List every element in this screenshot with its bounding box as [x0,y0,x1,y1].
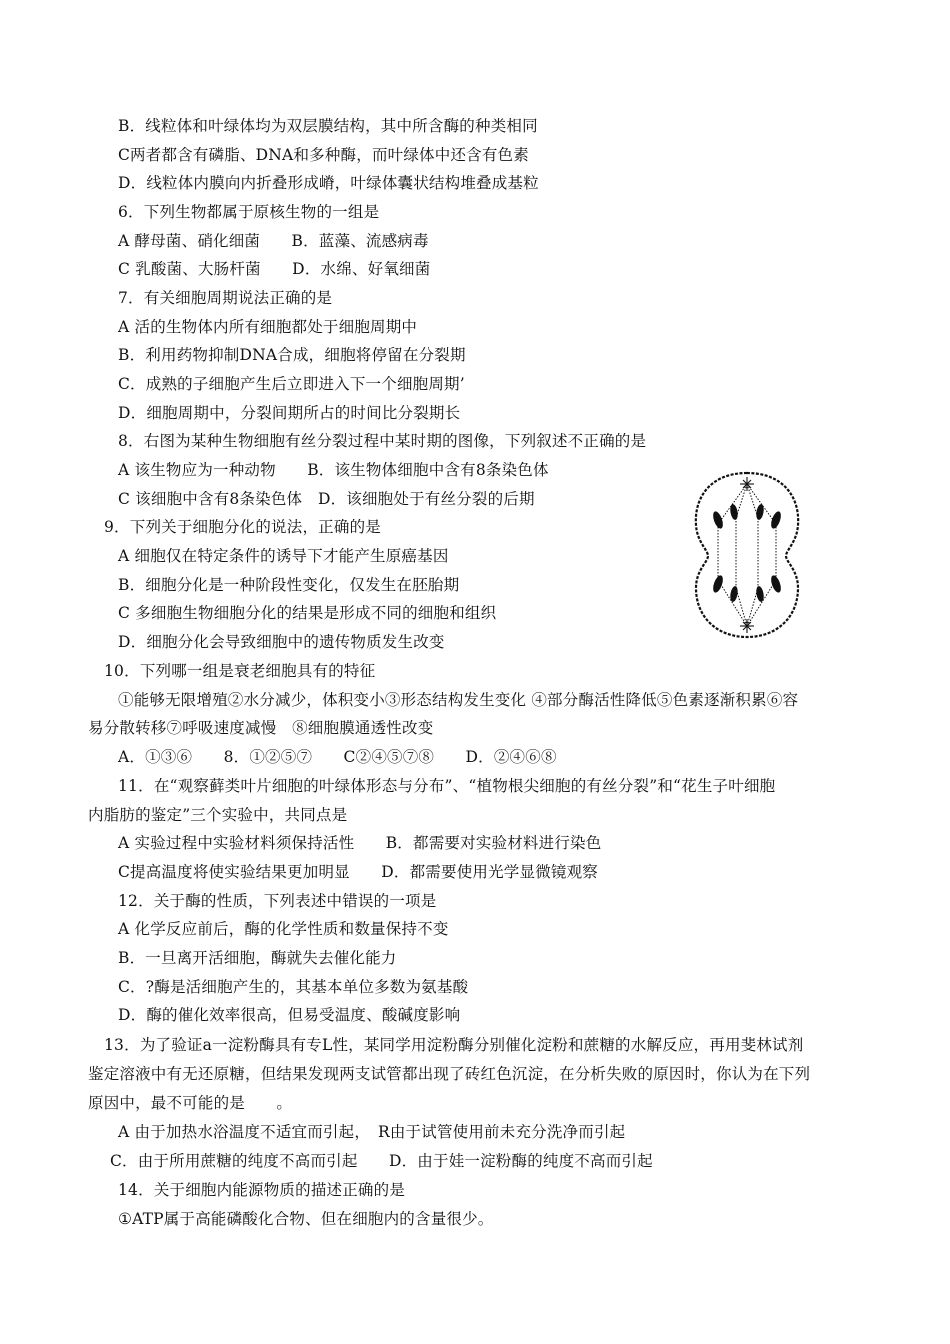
option-7c: C．成熟的子细胞产生后立即进入下一个细胞周期’ [118,375,465,393]
option-9c: C 多细胞生物细胞分化的结果是形成不同的细胞和组织 [118,604,497,622]
option-12a: A 化学反应前后，酶的化学性质和数量保持不变 [118,920,449,938]
question-6: 6．下列生物都属于原核生物的一组是 [118,203,380,221]
options-10: A．①③⑥ 8．①②⑤⑦ C②④⑤⑦⑧ D．②④⑥⑧ [118,748,557,766]
option-7d: D．细胞周期中，分裂间期所占的时间比分裂期长 [118,404,461,422]
options-13ab: A 由于加热水浴温度不适宜而引起， R由于试管使用前未充分洗净而引起 [118,1123,626,1141]
options-6cd: C 乳酸菌、大肠杆菌 D．水绵、好氧细菌 [118,260,431,278]
question-9: 9．下列关于细胞分化的说法，正确的是 [104,518,381,536]
statement-14-1: ①ATP属于高能磷酸化合物、但在细胞内的含量很少。 [118,1210,494,1228]
question-8: 8．右图为某种生物细胞有丝分裂过程中某时期的图像，下列叙述不正确的是 [118,432,647,450]
question-10: 10．下列哪一组是衰老细胞具有的特征 [104,662,376,680]
question-14: 14．关于细胞内能源物质的描述正确的是 [118,1181,406,1199]
options-8ab: A 该生物应为一种动物 B．该生物体细胞中含有8条染色体 [118,461,549,479]
options-11ab: A 实验过程中实验材料须保持活性 B．都需要对实验材料进行染色 [118,834,602,852]
option-9d: D．细胞分化会导致细胞中的遗传物质发生改变 [118,633,445,651]
mitosis-anaphase-figure [688,470,806,640]
option-12b: B．一旦离开活细胞，酶就失去催化能力 [118,949,397,967]
question-13-line-3: 原因中，最不可能的是 。 [88,1094,293,1112]
options-6ab: A 酵母菌、硝化细菌 B．蓝藻、流感病毒 [118,232,429,250]
option-5d: D．线粒体内膜向内折叠形成嵴，叶绿体囊状结构堆叠成基粒 [118,174,539,192]
option-9b: B．细胞分化是一种阶段性变化，仅发生在胚胎期 [118,576,460,594]
option-12d: D．酶的催化效率很高，但易受温度、酸碱度影响 [118,1006,461,1024]
question-11-line-2: 内脂肪的鉴定”三个实验中，共同点是 [88,806,348,824]
option-9a: A 细胞仅在特定条件的诱导下才能产生原癌基因 [118,547,449,565]
option-7a: A 活的生物体内所有细胞都处于细胞周期中 [118,318,418,336]
question-12: 12．关于酶的性质，下列表述中错误的一项是 [118,892,437,910]
question-11-line-1: 11．在“观察藓类叶片细胞的叶绿体形态与分布”、“植物根尖细胞的有丝分裂”和“花生子叶细胞 [118,777,776,795]
option-5c: C两者都含有磷脂、DNA和多种酶，而叶绿体中还含有色素 [118,146,529,164]
options-8cd: C 该细胞中含有8条染色体 D．该细胞处于有丝分裂的后期 [118,490,535,508]
option-12c: C．?酶是活细胞产生的，其基本单位多数为氨基酸 [118,978,469,996]
option-5b: B．线粒体和叶绿体均为双层膜结构，其中所含酶的种类相同 [118,117,538,135]
option-7b: B．利用药物抑制DNA合成，细胞将停留在分裂期 [118,346,466,364]
question-13-line-1: 13．为了验证a一淀粉酶具有专L性，某同学用淀粉酶分别催化淀粉和蔗糖的水解反应，再用斐林试剂 [104,1036,804,1054]
options-13cd: C．由于所用蔗糖的纯度不高而引起 D．由于娃一淀粉酶的纯度不高而引起 [110,1152,653,1170]
question-7: 7．有关细胞周期说法正确的是 [118,289,333,307]
question-10-items-2: 易分散转移⑦呼吸速度减慢 ⑧细胞膜通透性改变 [88,719,434,737]
options-11cd: C提高温度将使实验结果更加明显 D．都需要使用光学显微镜观察 [118,863,598,881]
question-13-line-2: 鉴定溶液中有无还原糖，但结果发现两支试管都出现了砖红色沉淀，在分析失败的原因时，你认为在下列 [88,1065,811,1083]
question-10-items-1: ①能够无限增殖②水分减少，体积变小③形态结构发生变化 ④部分酶活性降低⑤色素逐渐积累⑥容 [118,691,799,709]
